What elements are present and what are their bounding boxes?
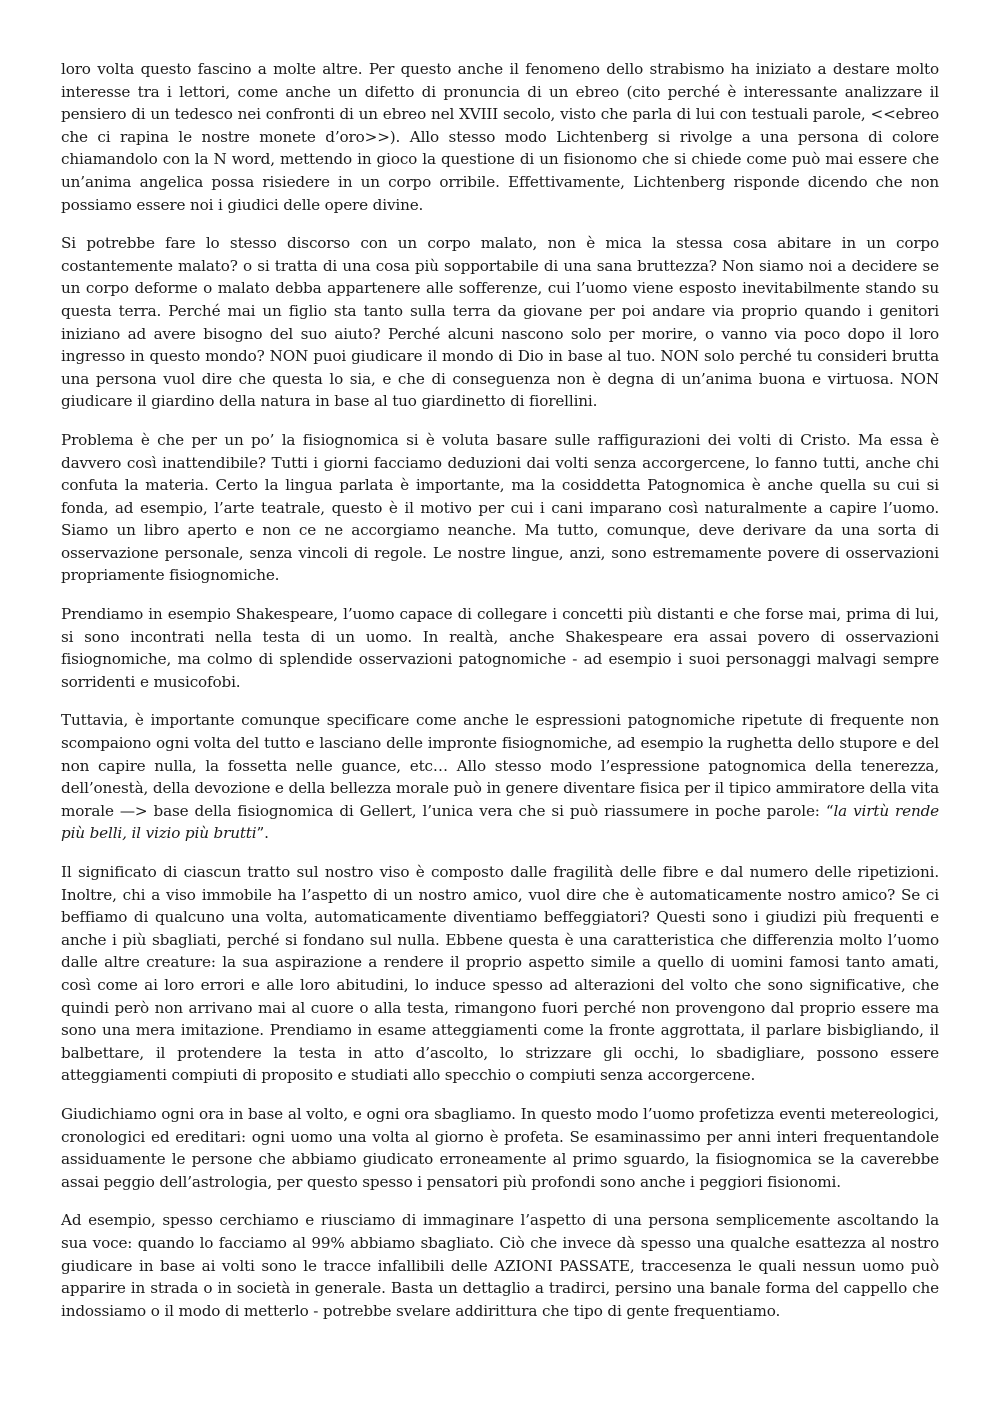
paragraph-1: loro volta questo fascino a molte altre. Per questo anche il fenomeno dello strabismo ha iniziato a destare molto interesse tra i lettori, come anche un difetto di pronuncia di un ebreo (cito perché è interessante analizzare il pensiero di un tedesco nei confronti di un ebreo nel XVIII secolo, visto che parla di lui con testuali parole, <<ebreo che ci rapina le nostre monete d’oro>>). Allo stesso modo Lichtenberg si rivolge a una persona di colore chiamandolo con la N word, mettendo in gioco la questione di un fisionomo che si chiede come può mai essere che un’anima angelica possa risiedere in un corpo orribile. Effettivamente, Lichtenberg risponde dicendo che non possiamo essere noi i giudici delle opere divine. <box>61 60 939 214</box>
paragraph-5-text: Tuttavia, è importante comunque specificare come anche le espressioni patognomiche ripetute di frequente non scompaiono ogni volta del tutto e lasciano delle impronte fisiognomiche, ad esempio la rughetta dello stupore e del non capire nulla, la fossetta nelle guance, etc… Allo stesso modo l’espressione patognomica della tenerezza, dell’onestà, della devozione e della bellezza morale può in genere diventare fisica per il tipico ammiratore della vita morale —> base della fisiognomica di Gellert, l’unica vera che si può riassumere in poche parole: “ <box>61 711 939 820</box>
paragraph-7: Giudichiamo ogni ora in base al volto, e ogni ora sbagliamo. In questo modo l’uomo profetizza eventi metereologici, cronologici ed ereditari: ogni uomo una volta al giorno è profeta. Se esaminassimo per anni interi frequentandole assiduamente le persone che abbiamo giudicato erroneamente al primo sguardo, la fisiognomica se la caverebbe assai peggio dell’astrologia, per questo spesso i pensatori più profondi sono anche i peggiori fisionomi. <box>61 1104 939 1191</box>
paragraph-6: Il significato di ciascun tratto sul nostro viso è composto dalle fragilità delle fibre e dal numero delle ripetizioni. Inoltre, chi a viso immobile ha l’aspetto di un nostro amico, vuol dire che è automaticamente nostro amico? Se ci beffiamo di qualcuno una volta, automaticamente diventiamo beffeggiatori? Questi sono i giudizi più frequenti e anche i più sbagliati, perché si fondano sul nulla. Ebbene questa è una caratteristica che differenzia molto l’uomo dalle altre creature: la sua aspirazione a rendere il proprio aspetto simile a quello di uomini famosi tanto amati, così come ai loro errori e alle loro abitudini, lo induce spesso ad alterazioni del volto che sono significative, che quindi però non arrivano mai al cuore o alla testa, rimangono fuori perché non provengono dal proprio essere ma sono una mera imitazione. Prendiamo in esame atteggiamenti come la fronte aggrottata, il parlare bisbigliando, il balbettare, il protendere la testa in atto d’ascolto, lo strizzare gli occhi, lo sbadigliare, possono essere atteggiamenti compiuti di proposito e studiati allo specchio o compiuti senza accorgercene. <box>61 863 939 1085</box>
paragraph-3: Problema è che per un po’ la fisiognomica si è voluta basare sulle raffigurazioni dei volti di Cristo. Ma essa è davvero così inattendibile? Tutti i giorni facciamo deduzioni dai volti senza accorgercene, lo fanno tutti, anche chi confuta la materia. Certo la lingua parlata è importante, ma la cosiddetta Patognomica è anche quella su cui si fonda, ad esempio, l’arte teatrale, questo è il motivo per cui i cani imparano così naturalmente a capire l’uomo. Siamo un libro aperto e non ce ne accorgiamo neanche. Ma tutto, comunque, deve derivare da una sorta di osservazione personale, senza vincoli di regole. Le nostre lingue, anzi, sono estremamente povere di osservazioni propriamente fisiognomiche. <box>61 430 939 585</box>
document-page <box>61 58 939 1322</box>
paragraph-5 <box>61 709 939 845</box>
paragraph-4: Prendiamo in esempio Shakespeare, l’uomo capace di collegare i concetti più distanti e che forse mai, prima di lui, si sono incontrati nella testa di un uomo. In realtà, anche Shakespeare era assai povero di osservazioni fisiognomiche, ma colmo di splendide osservazioni patognomiche - ad esempio i suoi personaggi malvagi sempre sorridenti e musicofobi. <box>61 605 939 691</box>
paragraph-2: Si potrebbe fare lo stesso discorso con un corpo malato, non è mica la stessa cosa abitare in un corpo costantemente malato? o si tratta di una cosa più sopportabile di una sana bruttezza? Non siamo noi a decidere se un corpo deforme o malato debba appartenere alle sofferenze, cui l’uomo viene esposto inevitabilmente stando su questa terra. Perché mai un figlio sta tanto sulla terra da giovane per poi andare via proprio quando i genitori iniziano ad avere bisogno del suo aiuto? Perché alcuni nascono solo per morire, o vanno via poco dopo il loro ingresso in questo mondo? NON puoi giudicare il mondo di Dio in base al tuo. NON solo perché tu consideri brutta una persona vuol dire che questa lo sia, e che di conseguenza non è degna di un’anima buona e virtuosa. NON giudicare il giardino della natura in base al tuo giardinetto di fiorellini. <box>61 234 939 411</box>
paragraph-8: Ad esempio, spesso cerchiamo e riusciamo di immaginare l’aspetto di una persona semplicemente ascoltando la sua voce: quando lo facciamo al 99% abbiamo sbagliato. Ciò che invece dà spesso una qualche esattezza al nostro giudicare in base ai volti sono le tracce infallibili delle AZIONI PASSATE, traccesenza le quali nessun uomo può apparire in strada o in società in generale. Basta un dettaglio a tradirci, persino una banale forma del cappello che indossiamo o il modo di metterlo - potrebbe svelare addirittura che tipo di gente frequentiamo. <box>61 1211 939 1320</box>
paragraph-5-closing: ”. <box>256 824 269 843</box>
gellert-quote: la virtù rende più belli, il vizio più brutti <box>61 801 940 843</box>
